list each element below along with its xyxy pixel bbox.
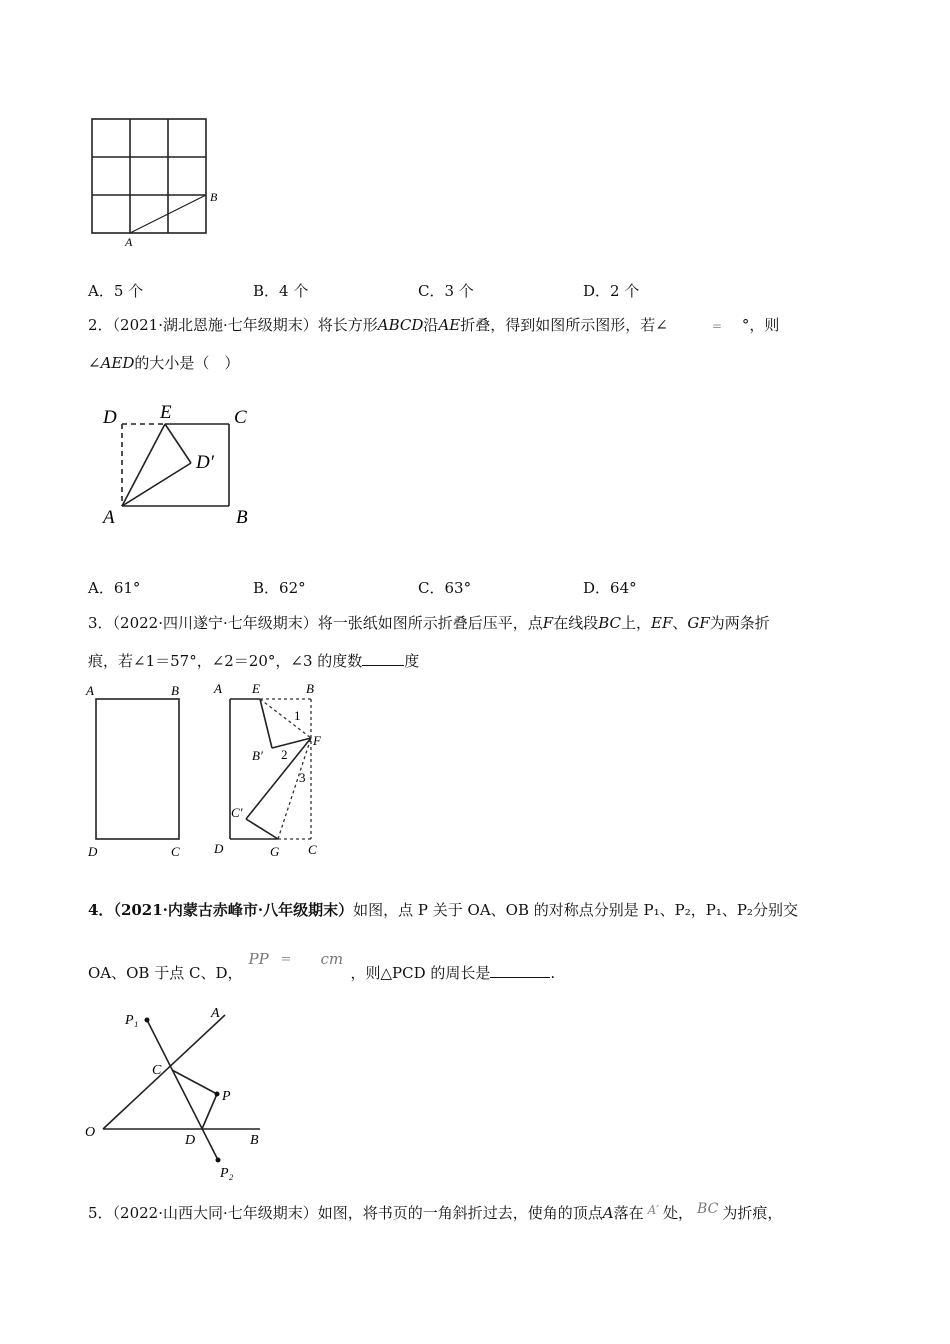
q3-right-label-cprime: C′ — [231, 805, 243, 820]
q4-formula — [243, 950, 351, 983]
q3-right-label-d: D — [214, 841, 224, 856]
q1-option-a: A．5 个 — [88, 282, 144, 300]
q4-formula-unit: cm — [320, 950, 344, 968]
q5-text-a: 如图，将书页的一角斜折过去，使角的顶点 — [317, 1204, 603, 1222]
q2-text-a: 将长方形 — [317, 316, 378, 334]
q3-sep: 、 — [672, 614, 688, 632]
q2-angle-aed: ∠AED — [88, 354, 135, 372]
q5-bc: BC — [697, 1201, 719, 1217]
q5-aprime: A′ — [647, 1203, 660, 1217]
q2-text-b: 沿 — [423, 316, 439, 334]
q3-line2-b: 度 — [404, 652, 420, 670]
q5-text-b: 落在 — [613, 1204, 644, 1222]
q3-right-figure — [208, 678, 333, 860]
q1-label-b: B — [210, 190, 218, 204]
q2-option-b: B．62° — [253, 579, 306, 597]
q3-line-2 — [88, 651, 419, 671]
q4-formula-eq: = — [280, 952, 292, 967]
q5-number: 5． — [88, 1204, 113, 1222]
q2-option-a: A．61° — [88, 579, 141, 597]
q2-label-dprime: D′ — [196, 452, 214, 473]
q2-label-a: A — [103, 507, 115, 528]
q5-a: A — [602, 1204, 614, 1222]
q3-right-label-g: G — [270, 844, 280, 859]
q2-label-c: C — [234, 407, 247, 428]
q2-degree-then: °，则 — [741, 316, 780, 334]
q3-source: （2022·四川遂宁·七年级期末） — [112, 614, 318, 632]
q3-ef: EF — [651, 614, 673, 632]
q3-right-label-b: B — [306, 681, 314, 696]
q2-line2-rest: 的大小是（ ） — [134, 354, 240, 372]
q2-source: （2021·湖北恩施·七年级期末） — [112, 316, 318, 334]
q2-abcd: ABCD — [377, 316, 424, 334]
q5-text-c: 处， — [663, 1204, 694, 1222]
q1-option-b: B．4 个 — [253, 282, 309, 300]
q4-label-d: D — [185, 1133, 196, 1148]
q3-angle-3: 3 — [299, 770, 306, 785]
q2-text-c: 折叠，得到如图所示图形，若∠ — [460, 316, 668, 334]
q3-text-c: 上， — [621, 614, 652, 632]
q4-label-p1: P₁ — [125, 1013, 139, 1028]
q2-label-b: B — [236, 507, 248, 528]
q1-option-d: D．2 个 — [583, 282, 640, 300]
q5-source: （2022·山西大同·七年级期末） — [112, 1204, 318, 1222]
q3-bc: BC — [598, 614, 621, 632]
q3-text-d: 为两条折 — [709, 614, 770, 632]
q4-label-b: B — [250, 1133, 259, 1148]
q1-label-a: A — [125, 235, 133, 249]
q2-line-2 — [88, 353, 239, 373]
q4-number: 4． — [88, 901, 114, 919]
q2-label-e: E — [160, 402, 172, 423]
q3-left-label-d: D — [88, 844, 98, 859]
q4-line2-c: . — [550, 964, 556, 982]
q2-line-1 — [88, 315, 779, 336]
q3-left-figure — [82, 680, 197, 860]
q5-line-1 — [88, 1199, 782, 1223]
q3-left-label-b: B — [171, 683, 179, 698]
q2-ae: AE — [438, 316, 461, 334]
q4-label-o: O — [85, 1125, 96, 1140]
q4-line2-b: ，则△PCD 的周长是 — [350, 964, 491, 982]
q3-text-a: 将一张纸如图所示折叠后压平，点 — [317, 614, 543, 632]
q1-grid-figure — [85, 112, 225, 252]
q4-formula-main: PP — [248, 950, 269, 968]
q4-line-2 — [88, 950, 556, 983]
q2-option-c: C．63° — [418, 579, 472, 597]
q3-gf: GF — [687, 614, 710, 632]
q3-left-label-c: C — [171, 844, 180, 859]
q4-label-c: C — [152, 1063, 162, 1078]
q3-right-label-e: E — [252, 681, 260, 696]
q4-label-p: P — [222, 1089, 231, 1104]
q3-number: 3． — [88, 614, 113, 632]
q3-right-label-c: C — [308, 842, 317, 857]
q4-source: （2021·内蒙古赤峰市·八年级期末） — [113, 901, 354, 919]
q2-label-d: D — [103, 407, 117, 428]
q4-label-a: A — [211, 1006, 220, 1021]
q1-option-c: C．3 个 — [418, 282, 474, 300]
q4-text-a: 如图，点 P 关于 OA、OB 的对称点分别是 P₁、P₂，P₁、P₂分别交 — [353, 901, 798, 919]
q5-text-d: 为折痕， — [722, 1204, 783, 1222]
q3-right-label-a: A — [214, 681, 222, 696]
q3-answer-blank[interactable] — [362, 651, 404, 666]
q4-reflection-figure — [80, 1002, 270, 1182]
q2-number: 2． — [88, 316, 113, 334]
q4-line2-a: OA、OB 于点 C、D， — [88, 964, 243, 982]
q2-equals: = — [711, 319, 722, 333]
q3-angle-1: 1 — [294, 708, 301, 723]
q3-angle-2: 2 — [281, 747, 288, 762]
q4-label-p2: P₂ — [220, 1166, 234, 1181]
q3-line-1 — [88, 613, 770, 633]
q4-answer-blank[interactable] — [490, 963, 550, 978]
q3-right-label-f: F — [313, 733, 321, 748]
q2-option-d: D．64° — [583, 579, 637, 597]
q3-f: F — [542, 614, 554, 632]
q3-right-label-bprime: B′ — [252, 748, 263, 763]
q3-text-b: 在线段 — [553, 614, 599, 632]
q4-line-1 — [88, 900, 798, 920]
q3-line2-a: 痕，若∠1＝57°，∠2＝20°，∠3 的度数 — [88, 652, 363, 670]
q3-left-label-a: A — [86, 683, 94, 698]
q2-fold-figure — [95, 395, 265, 535]
